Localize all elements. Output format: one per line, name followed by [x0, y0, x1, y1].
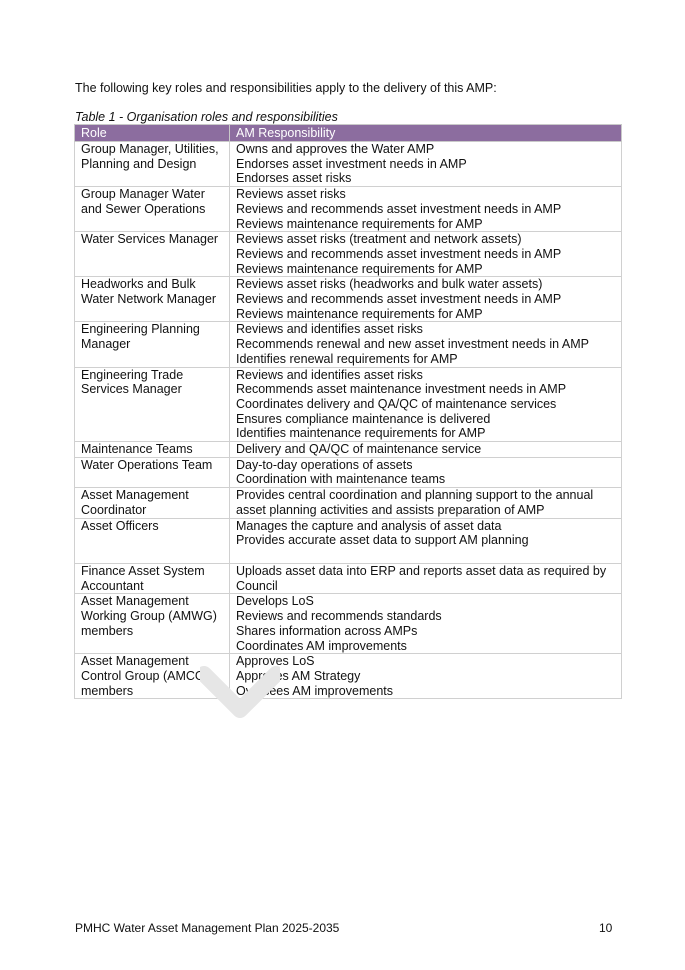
- responsibility-cell: [230, 488, 622, 518]
- role-cell: Engineering Planning Manager: [75, 322, 230, 367]
- responsibility-line: Endorses asset risks: [236, 171, 352, 186]
- responsibility-cell: [230, 187, 622, 232]
- table-row: [75, 594, 622, 654]
- responsibility-line: Reviews maintenance requirements for AMP: [236, 216, 483, 231]
- role-cell: Asset Officers: [75, 518, 230, 563]
- role-cell: Headworks and Bulk Water Network Manager: [75, 277, 230, 322]
- responsibility-line: Coordinates delivery and QA/QC of maintenance services: [236, 396, 557, 411]
- responsibility-line: Reviews and recommends asset investment needs in AMP: [236, 292, 562, 307]
- responsibility-line: Endorses asset investment needs in AMP: [236, 156, 467, 171]
- responsibility-line: Owns and approves the Water AMP: [236, 142, 435, 156]
- table-row: [75, 518, 622, 563]
- intro-text: The following key roles and responsibilities apply to the delivery of this AMP:: [75, 81, 497, 95]
- responsibility-cell: [230, 457, 622, 487]
- table-row: [75, 277, 622, 322]
- responsibility-cell: [230, 442, 622, 458]
- responsibility-cell: [230, 142, 622, 187]
- responsibility-line: Provides central coordination and planning support to the annual asset planning activities and assists preparation of AMP: [236, 488, 594, 517]
- responsibility-cell: [230, 367, 622, 442]
- responsibility-line: Identifies maintenance requirements for AMP: [236, 426, 486, 441]
- responsibility-line: Coordinates AM improvements: [236, 638, 407, 653]
- table-row: [75, 563, 622, 593]
- responsibility-line: Manages the capture and analysis of asset data: [236, 518, 502, 533]
- responsibility-line: Shares information across AMPs: [236, 623, 418, 638]
- responsibility-cell: [230, 322, 622, 367]
- role-cell: Maintenance Teams: [75, 442, 230, 458]
- table-row: [75, 322, 622, 367]
- responsibility-line: Reviews asset risks (headworks and bulk water assets): [236, 277, 543, 292]
- responsibility-line: Oversees AM improvements: [236, 683, 393, 698]
- role-cell: Water Operations Team: [75, 457, 230, 487]
- table-row: [75, 142, 622, 187]
- role-cell: Water Services Manager: [75, 232, 230, 277]
- responsibility-line: Coordination with maintenance teams: [236, 472, 446, 487]
- responsibility-line: Recommends asset maintenance investment needs in AMP: [236, 382, 567, 397]
- role-cell: Asset Management Control Group (AMCG) members: [75, 654, 230, 699]
- table-row: [75, 457, 622, 487]
- responsibility-line: Approves AM Strategy: [236, 668, 361, 683]
- role-cell: Asset Management Coordinator: [75, 488, 230, 518]
- table-header-row: [75, 125, 622, 142]
- table-row: [75, 442, 622, 458]
- roles-table: [74, 124, 622, 699]
- responsibility-line: Reviews and identifies asset risks: [236, 322, 423, 337]
- responsibility-line: Reviews and recommends asset investment needs in AMP: [236, 201, 562, 216]
- responsibility-line: Reviews maintenance requirements for AMP: [236, 306, 483, 321]
- responsibility-cell: [230, 654, 622, 699]
- role-cell: Finance Asset System Accountant: [75, 563, 230, 593]
- responsibility-cell: [230, 277, 622, 322]
- header-role: Role: [75, 125, 230, 142]
- responsibility-line: Develops LoS: [236, 594, 314, 609]
- responsibility-line: Recommends renewal and new asset investment needs in AMP: [236, 337, 589, 352]
- responsibility-line: Day-to-day operations of assets: [236, 457, 413, 472]
- responsibility-line: Reviews asset risks (treatment and network assets): [236, 232, 522, 247]
- responsibility-line: Delivery and QA/QC of maintenance service: [236, 442, 482, 457]
- responsibility-line: Reviews and recommends asset investment needs in AMP: [236, 246, 562, 261]
- responsibility-line: Reviews and recommends standards: [236, 609, 442, 624]
- responsibility-line: Approves LoS: [236, 654, 315, 669]
- role-cell: Engineering Trade Services Manager: [75, 367, 230, 442]
- responsibility-line: Reviews and identifies asset risks: [236, 367, 423, 382]
- responsibility-cell: [230, 594, 622, 654]
- table-body: [75, 142, 622, 699]
- responsibility-line: Provides accurate asset data to support AM planning: [236, 533, 529, 548]
- table-row: [75, 488, 622, 518]
- responsibility-line: Uploads asset data into ERP and reports asset data as required by Council: [236, 563, 607, 593]
- responsibility-line: Identifies renewal requirements for AMP: [236, 351, 458, 366]
- table-row: [75, 232, 622, 277]
- footer-title: PMHC Water Asset Management Plan 2025-2035: [75, 921, 340, 935]
- role-cell: Group Manager, Utilities, Planning and Design: [75, 142, 230, 187]
- header-responsibility: AM Responsibility: [230, 125, 622, 142]
- table-caption: Table 1 - Organisation roles and responsibilities: [75, 110, 338, 124]
- responsibility-line: Reviews maintenance requirements for AMP: [236, 261, 483, 276]
- responsibility-line: Ensures compliance maintenance is delivered: [236, 411, 491, 426]
- table-row: [75, 654, 622, 699]
- responsibility-line: Reviews asset risks: [236, 187, 346, 202]
- responsibility-cell: [230, 518, 622, 563]
- responsibility-cell: [230, 563, 622, 593]
- table-row: [75, 367, 622, 442]
- responsibility-cell: [230, 232, 622, 277]
- role-cell: Asset Management Working Group (AMWG) members: [75, 594, 230, 654]
- role-cell: Group Manager Water and Sewer Operations: [75, 187, 230, 232]
- table-row: [75, 187, 622, 232]
- page-number: 10: [599, 921, 613, 935]
